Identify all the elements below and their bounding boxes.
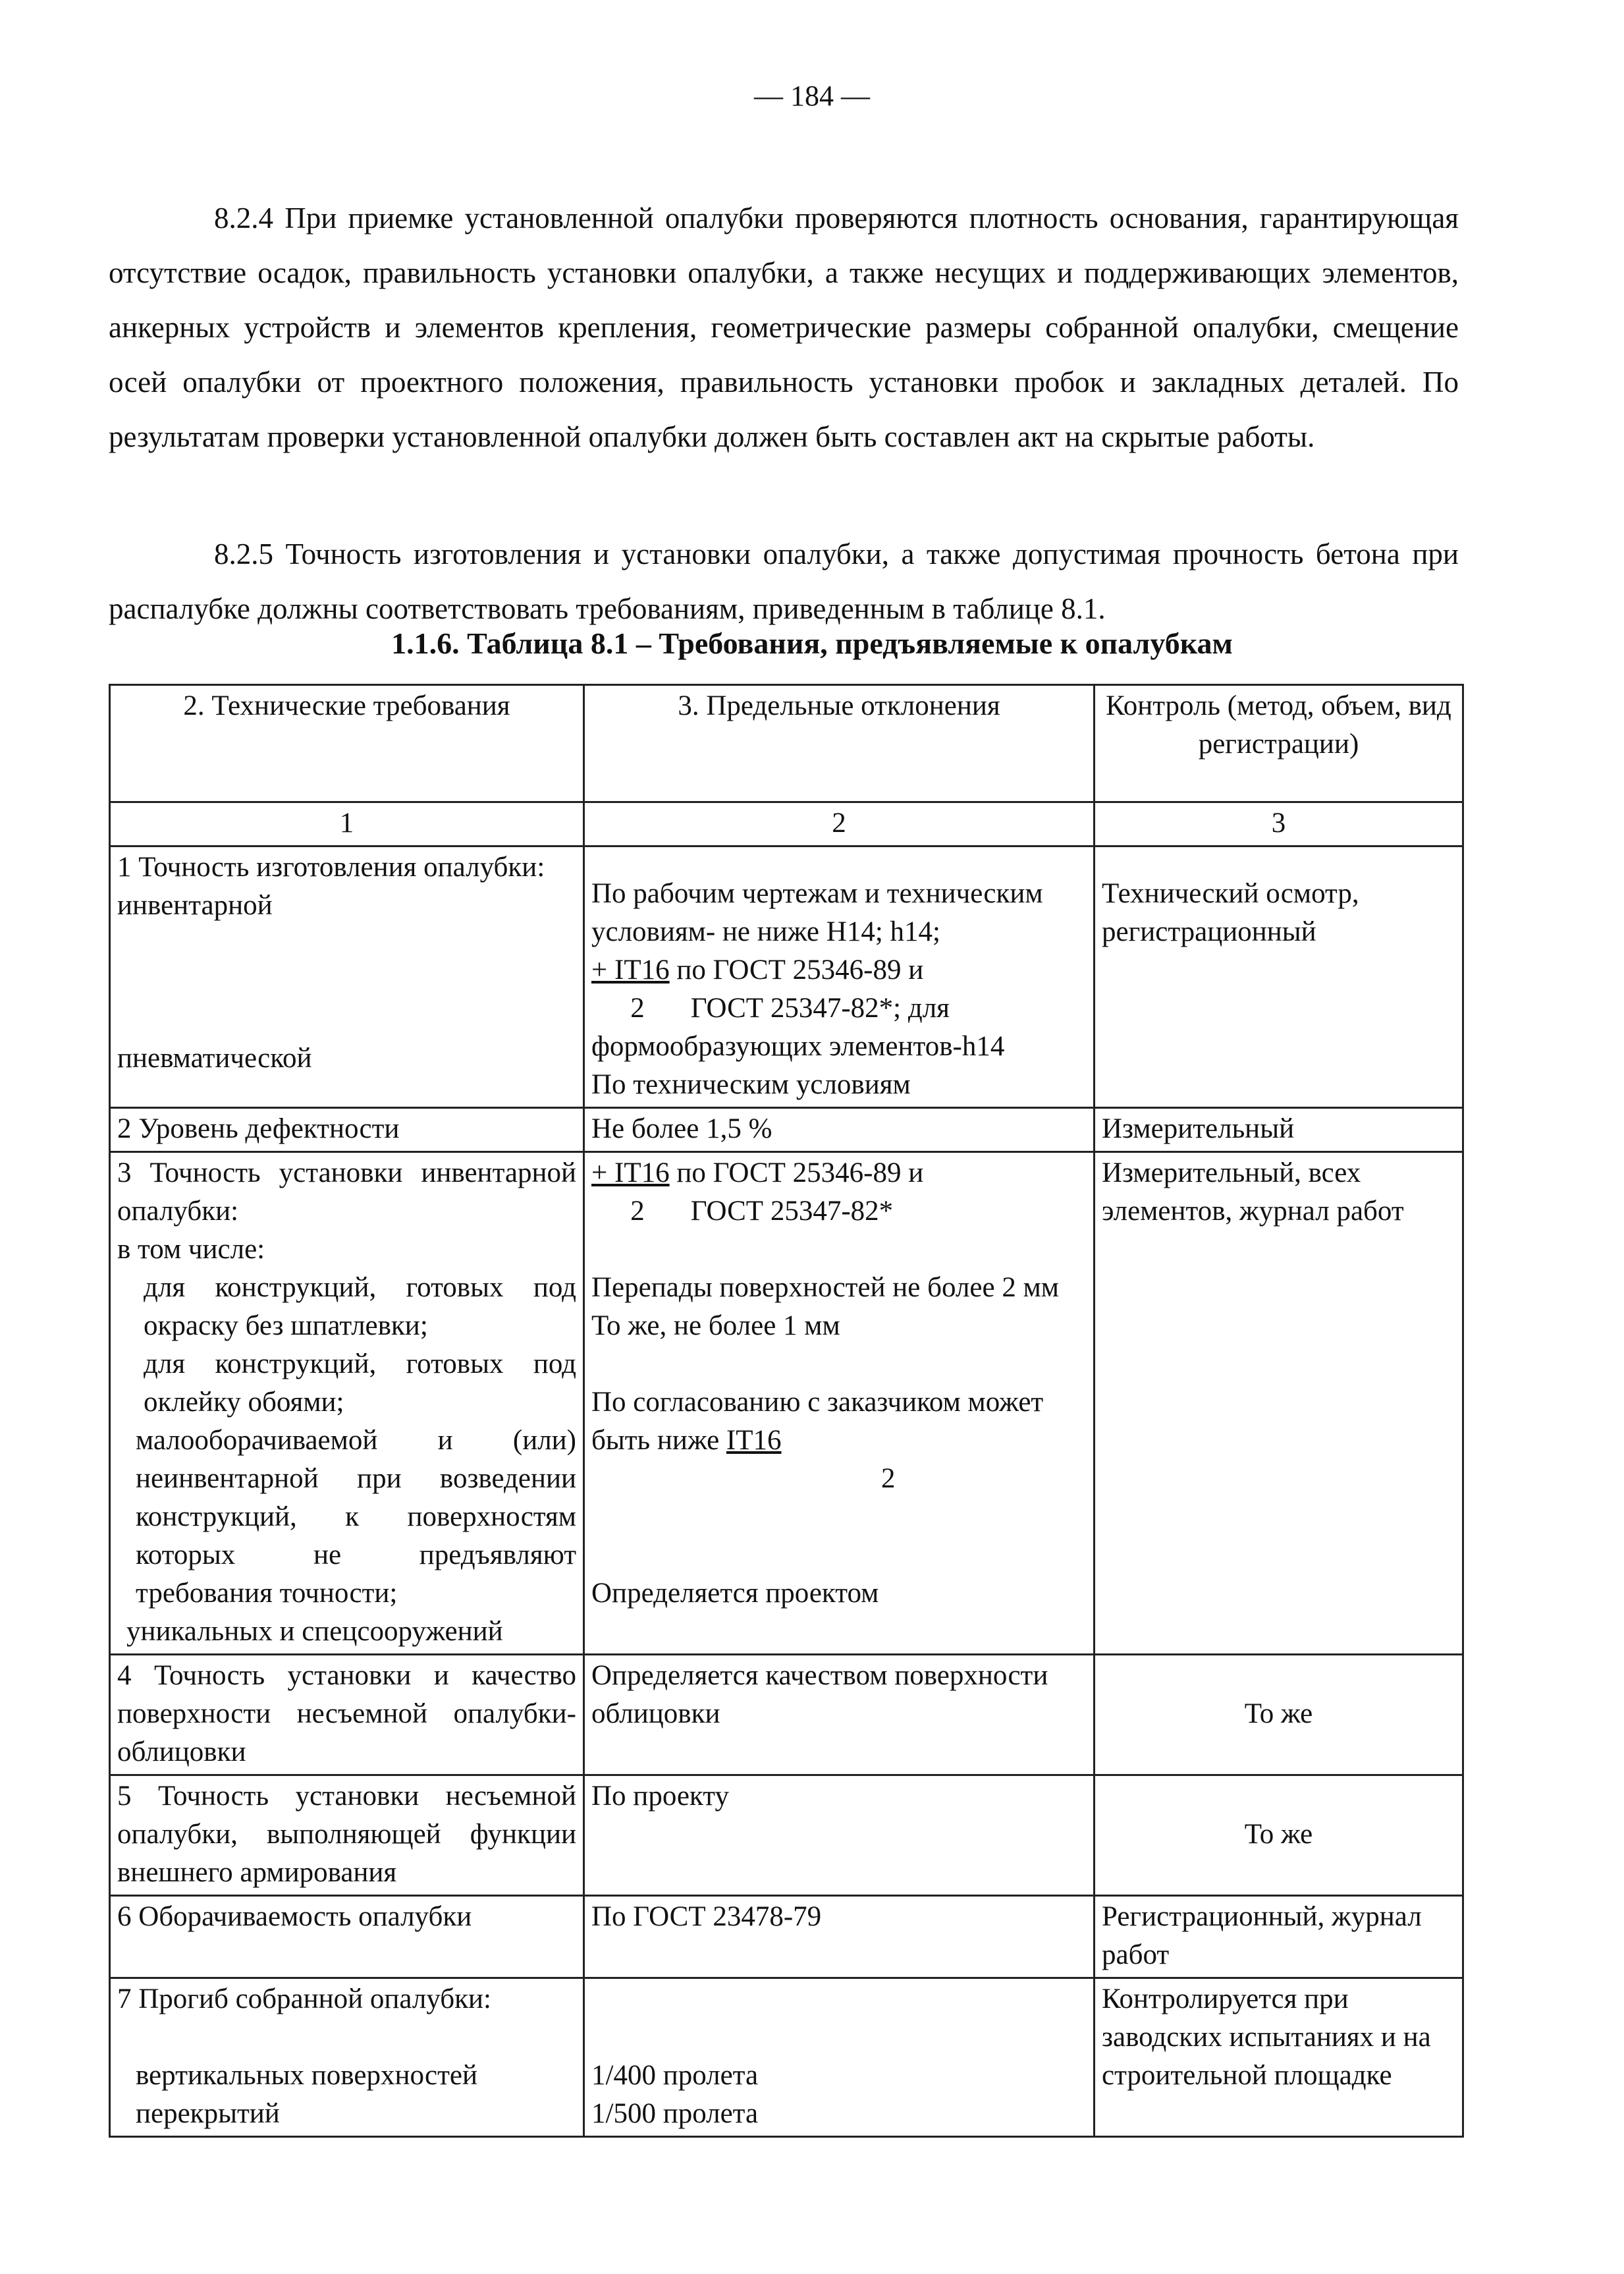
tolerance-value: + IT16	[591, 955, 670, 985]
tolerance-denominator: 2	[630, 993, 645, 1024]
table-column-numbers-row	[110, 802, 1463, 846]
table-cell: 5 Точность установки несъемной опалубки, выполняющей функции внешнего армирования	[110, 1775, 584, 1896]
requirements-table	[109, 684, 1464, 2138]
cell-text: ГОСТ 25347-82*	[690, 1196, 894, 1227]
header-deviations: 3. Предельные отклонения	[584, 685, 1095, 802]
cell-text: То же, не более 1 мм	[591, 1310, 840, 1341]
table-cell	[584, 1152, 1095, 1655]
cell-text: ГОСТ 25347-82*; для	[690, 993, 950, 1024]
table-cell	[1095, 846, 1463, 1108]
table-cell: 6 Оборачиваемость опалубки	[110, 1896, 584, 1978]
table-cell: Контролируется при заводских испытаниях и на строительной площадке	[1095, 1978, 1463, 2137]
cell-text: для конструкций, готовых под оклейку обоями;	[144, 1348, 576, 1418]
header-control: Контроль (метод, объем, вид регистрации)	[1095, 685, 1463, 802]
cell-text	[591, 1154, 1087, 1192]
cell-text: 1 Точность изготовления опалубки:	[117, 852, 545, 883]
cell-text	[591, 989, 1087, 1028]
tolerance-value: + IT16	[591, 1157, 670, 1188]
table-header-row	[110, 685, 1463, 802]
tolerance-value: IT16	[726, 1425, 782, 1456]
cell-text: инвентарной	[117, 890, 273, 921]
cell-text: По техническим условиям	[591, 1069, 911, 1100]
column-number: 1	[110, 802, 584, 846]
table-cell	[584, 846, 1095, 1108]
cell-text: Перепады поверхностей не более 2 мм	[591, 1272, 1060, 1303]
cell-text	[591, 1192, 1087, 1231]
table-cell: Не более 1,5 %	[584, 1108, 1095, 1152]
column-number: 3	[1095, 802, 1463, 846]
cell-text: по ГОСТ 25346-89 и	[669, 1157, 924, 1188]
cell-text: 1/500 пролета	[591, 2098, 759, 2129]
cell-text	[591, 951, 1087, 989]
header-technical-requirements: 2. Технические требования	[110, 685, 584, 802]
table-cell: Измерительный	[1095, 1108, 1463, 1152]
table-cell: Регистрационный, журнал работ	[1095, 1896, 1463, 1978]
table-row	[110, 1978, 1463, 2137]
cell-text: 3 Точность установки инвентарной опалубки:	[117, 1157, 576, 1227]
cell-text: По согласованию с заказчиком может быть ниже	[591, 1387, 1044, 1456]
page-number: — 184 —	[754, 80, 870, 112]
cell-text	[591, 1383, 1087, 1460]
table-cell	[110, 1978, 584, 2137]
cell-text: Технический осмотр, регистрационный	[1102, 878, 1359, 947]
cell-text: в том числе:	[117, 1234, 265, 1265]
table-cell: То же	[1095, 1655, 1463, 1775]
table-row	[110, 1655, 1463, 1775]
paragraph-8-2-4	[109, 191, 1459, 464]
cell-text: 1/400 пролета	[591, 2060, 759, 2091]
cell-text: пневматической	[117, 1043, 312, 1074]
table-row	[110, 1775, 1463, 1896]
cell-text: перекрытий	[136, 2098, 280, 2129]
table-row	[110, 1152, 1463, 1655]
cell-text: уникальных и спецсооружений	[126, 1616, 503, 1647]
cell-text: По рабочим чертежам и техническим условиям- не ниже Н14; h14;	[591, 878, 1043, 947]
cell-text: для конструкций, готовых под окраску без шпатлевки;	[144, 1272, 576, 1341]
cell-text: Определяется проектом	[591, 1578, 879, 1609]
tolerance-denominator: 2	[881, 1463, 896, 1494]
paragraph-text: 8.2.5 Точность изготовления и установки опалубки, а также допустимая прочность бетона при распалубке должны соответствовать требованиям, приведенным в таблице 8.1.	[109, 538, 1459, 625]
table-cell	[584, 1978, 1095, 2137]
table-cell: По ГОСТ 23478-79	[584, 1896, 1095, 1978]
table-row	[110, 1108, 1463, 1152]
table-cell: 2 Уровень дефектности	[110, 1108, 584, 1152]
cell-text: малооборачиваемой и (или) неинвентарной при возведении конструкций, к поверхностям которых не предъявляют требования точности;	[136, 1425, 576, 1609]
table-cell: Определяется качеством поверхности облицовки	[584, 1655, 1095, 1775]
table-cell: По проекту	[584, 1775, 1095, 1896]
table-row	[110, 1896, 1463, 1978]
table-title: 1.1.6. Таблица 8.1 – Требования, предъявляемые к опалубкам	[391, 626, 1233, 660]
tolerance-denominator: 2	[630, 1196, 645, 1227]
table-cell	[110, 846, 584, 1108]
cell-text: вертикальных поверхностей	[136, 2060, 478, 2091]
paragraph-text: 8.2.4 При приемке установленной опалубки проверяются плотность основания, гарантирующая отсутствие осадок, правильность установки опалубки, а также несущих и поддерживающих элементов, анкерных устройств и элементов крепления, геометрические размеры собранной опалубки, смещение осей опалубки от проектного положения, правильность установки пробок и закладных деталей. По результатам проверки установленной опалубки должен быть составлен акт на скрытые работы.	[109, 202, 1459, 453]
table-cell: То же	[1095, 1775, 1463, 1896]
table-cell	[110, 1152, 584, 1655]
table-cell: 4 Точность установки и качество поверхности несъемной опалубки-облицовки	[110, 1655, 584, 1775]
paragraph-8-2-5	[109, 527, 1459, 636]
table-cell: Измерительный, всех элементов, журнал работ	[1095, 1152, 1463, 1655]
cell-text: 7 Прогиб собранной опалубки:	[117, 1983, 492, 2014]
column-number: 2	[584, 802, 1095, 846]
cell-text: формообразующих элементов-h14	[591, 1031, 1005, 1062]
table-row	[110, 846, 1463, 1108]
cell-text: по ГОСТ 25346-89 и	[669, 955, 924, 985]
